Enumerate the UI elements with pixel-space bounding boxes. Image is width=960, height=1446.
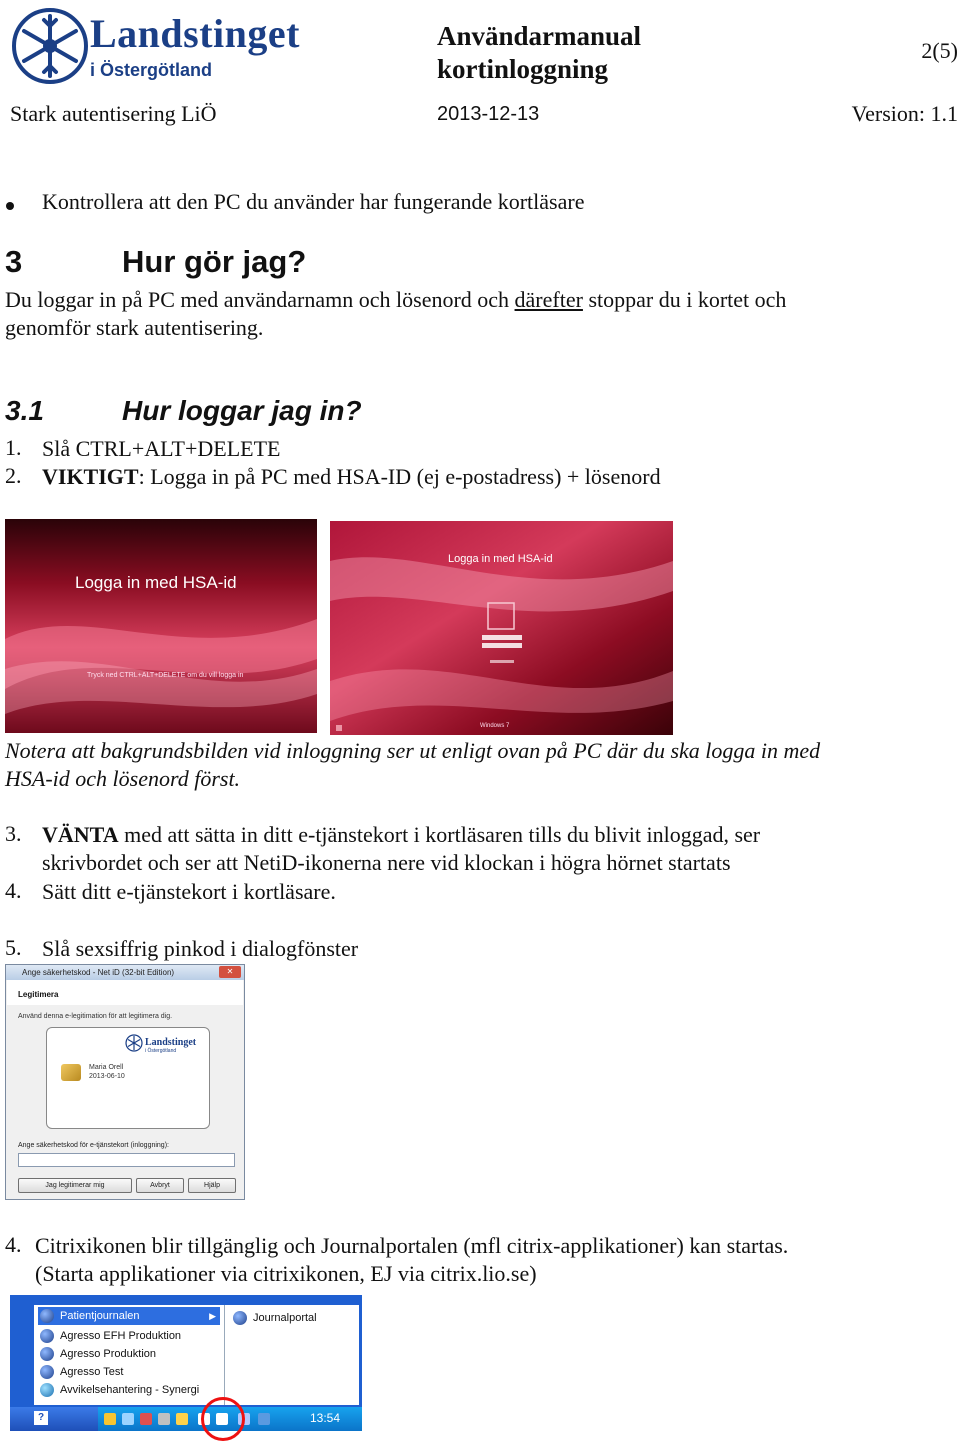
menu-item-label: Agresso Produktion — [60, 1348, 156, 1360]
app-icon — [40, 1329, 54, 1343]
taskbar-clock: 13:54 — [309, 1411, 340, 1425]
login-screenshot-2 — [330, 521, 673, 735]
menu-item-avvikelsehantering — [38, 1381, 199, 1399]
id-card-image — [46, 1027, 210, 1129]
step-text — [35, 1232, 788, 1288]
step-number: 1. — [5, 435, 22, 460]
submenu — [224, 1305, 359, 1405]
shot2-windows-label: Windows 7 — [480, 723, 510, 729]
doc-title-line1: Användarmanual — [437, 21, 642, 51]
ie-icon — [40, 1383, 54, 1397]
step-line1: Citrixikonen blir tillgänglig och Journalportalen (mfl citrix-applikationer) kan startas. — [35, 1233, 789, 1258]
menu-item-patientjournalen — [38, 1307, 220, 1325]
red-background-image — [5, 519, 317, 733]
menu-item-agresso-efh — [38, 1327, 181, 1345]
submenu-label: Journalportal — [253, 1312, 317, 1324]
menu-item-label: Patientjournalen — [60, 1310, 140, 1322]
login-screenshot-1 — [5, 519, 317, 733]
dialog-description: Använd denna e-legitimation för att legitimera dig. — [18, 1013, 173, 1020]
para-text-3: genomför stark autentisering. — [5, 315, 264, 340]
submenu-item-journalportal — [231, 1309, 317, 1327]
card-holder — [89, 1063, 125, 1081]
tray-shield-icon — [140, 1413, 152, 1425]
app-icon — [40, 1365, 54, 1379]
step-number: 4. — [5, 1232, 22, 1257]
document-subject: Stark autentisering LiÖ — [10, 101, 217, 126]
snowflake-logo-icon — [10, 6, 90, 86]
logo-main-text: Landstinget — [90, 11, 300, 56]
step-rest: : Logga in på PC med HSA-ID (ej e-postadress) + lösenord — [138, 464, 661, 489]
step-number: 3. — [5, 821, 22, 846]
step-number: 5. — [5, 935, 22, 960]
section-title: Hur gör jag? — [122, 244, 307, 279]
document-version: Version: 1.1 — [851, 101, 958, 126]
pin-dialog-screenshot — [5, 964, 245, 1200]
shot1-hint: Tryck ned CTRL+ALT+DELETE om du vill logga in — [87, 672, 244, 679]
app-icon — [40, 1309, 54, 1323]
dialog-heading: Legitimera — [18, 990, 59, 999]
menu-item-label: Agresso Test — [60, 1366, 124, 1378]
step-line2: skrivbordet och ser att NetiD-ikonerna nere vid klockan i högra hörnet startats — [42, 850, 731, 875]
landstinget-logo — [10, 6, 320, 86]
step-bold: VIKTIGT — [42, 464, 139, 489]
note-line1: Notera att bakgrundsbilden vid inloggning ser ut enligt ovan på PC där du ska logga in med — [5, 738, 821, 763]
step-rest: med att sätta in ditt e-tjänstekort i kortläsaren tills du blivit inloggad, ser — [118, 822, 761, 847]
screenshot-note — [5, 737, 945, 793]
help-icon: ? — [34, 1411, 48, 1425]
document-title — [437, 20, 641, 86]
step-text — [42, 463, 661, 491]
menu-item-label: Agresso EFH Produktion — [60, 1330, 182, 1342]
menu-list — [34, 1305, 224, 1405]
bullet-icon — [6, 202, 14, 210]
step-text — [42, 821, 760, 877]
close-icon: ✕ — [219, 966, 241, 978]
app-icon — [233, 1311, 247, 1325]
cancel-button: Avbryt — [136, 1178, 184, 1193]
subsection-title: Hur loggar jag in? — [122, 395, 362, 426]
section-number: 3 — [5, 244, 23, 279]
note-line2: HSA-id och lösenord först. — [5, 766, 241, 791]
tray-warning-icon — [176, 1413, 188, 1425]
dialog-title: Ange säkerhetskod - Net iD (32-bit Edition) — [6, 965, 244, 980]
section-paragraph — [5, 286, 925, 342]
app-icon — [40, 1347, 54, 1361]
pin-input — [18, 1153, 235, 1167]
card-date: 2013-06-10 — [89, 1073, 125, 1080]
bullet-text: Kontrollera att den PC du använder har fungerande kortläsare — [42, 189, 585, 214]
start-menu-screenshot — [10, 1295, 362, 1431]
step-text: Slå sexsiffrig pinkod i dialogfönster — [42, 936, 359, 961]
step-number: 2. — [5, 463, 22, 488]
shot2-title: Logga in med HSA-id — [448, 553, 553, 565]
tray-network-icon — [122, 1413, 134, 1425]
card-logo-sub: i Östergötland — [145, 1048, 177, 1054]
para-text-1: Du loggar in på PC med användarnamn och lösenord och — [5, 287, 515, 312]
logo-sub-text: i Östergötland — [90, 60, 213, 80]
para-text-2: stoppar du i kortet och — [582, 287, 787, 312]
para-underlined: därefter — [514, 287, 583, 312]
step-text: Sätt ditt e-tjänstekort i kortläsare. — [42, 879, 336, 904]
help-button: Hjälp — [188, 1178, 236, 1193]
legitimate-button: Jag legitimerar mig — [18, 1178, 132, 1193]
step-line2: (Starta applikationer via citrixikonen, EJ via citrix.lio.se) — [35, 1261, 537, 1286]
card-holder-name: Maria Orell — [89, 1064, 124, 1071]
step-number: 4. — [5, 878, 22, 903]
doc-title-line2: kortinloggning — [437, 54, 609, 84]
document-date: 2013-12-13 — [437, 103, 540, 125]
tray-printer-icon — [158, 1413, 170, 1425]
tray-volume-icon — [258, 1413, 270, 1425]
shot1-title: Logga in med HSA-id — [75, 573, 237, 592]
snowflake-logo-icon — [125, 1034, 143, 1052]
step-bold: VÄNTA — [42, 822, 119, 847]
menu-item-agresso-produktion — [38, 1345, 156, 1363]
step-text: Slå CTRL+ALT+DELETE — [42, 436, 281, 461]
menu-item-label: Avvikelsehantering - Synergi — [60, 1384, 200, 1396]
subsection-number: 3.1 — [5, 395, 44, 426]
chip-icon — [61, 1064, 81, 1081]
card-logo-text: Landstinget — [145, 1037, 197, 1048]
tray-folder-icon — [104, 1413, 116, 1425]
arrow-right-icon: ▶ — [209, 1311, 216, 1321]
page-number: 2(5) — [921, 38, 958, 63]
highlight-circle — [201, 1397, 245, 1441]
pin-label: Ange säkerhetskod för e-tjänstekort (inloggning): — [18, 1142, 169, 1149]
menu-item-agresso-test — [38, 1363, 123, 1381]
